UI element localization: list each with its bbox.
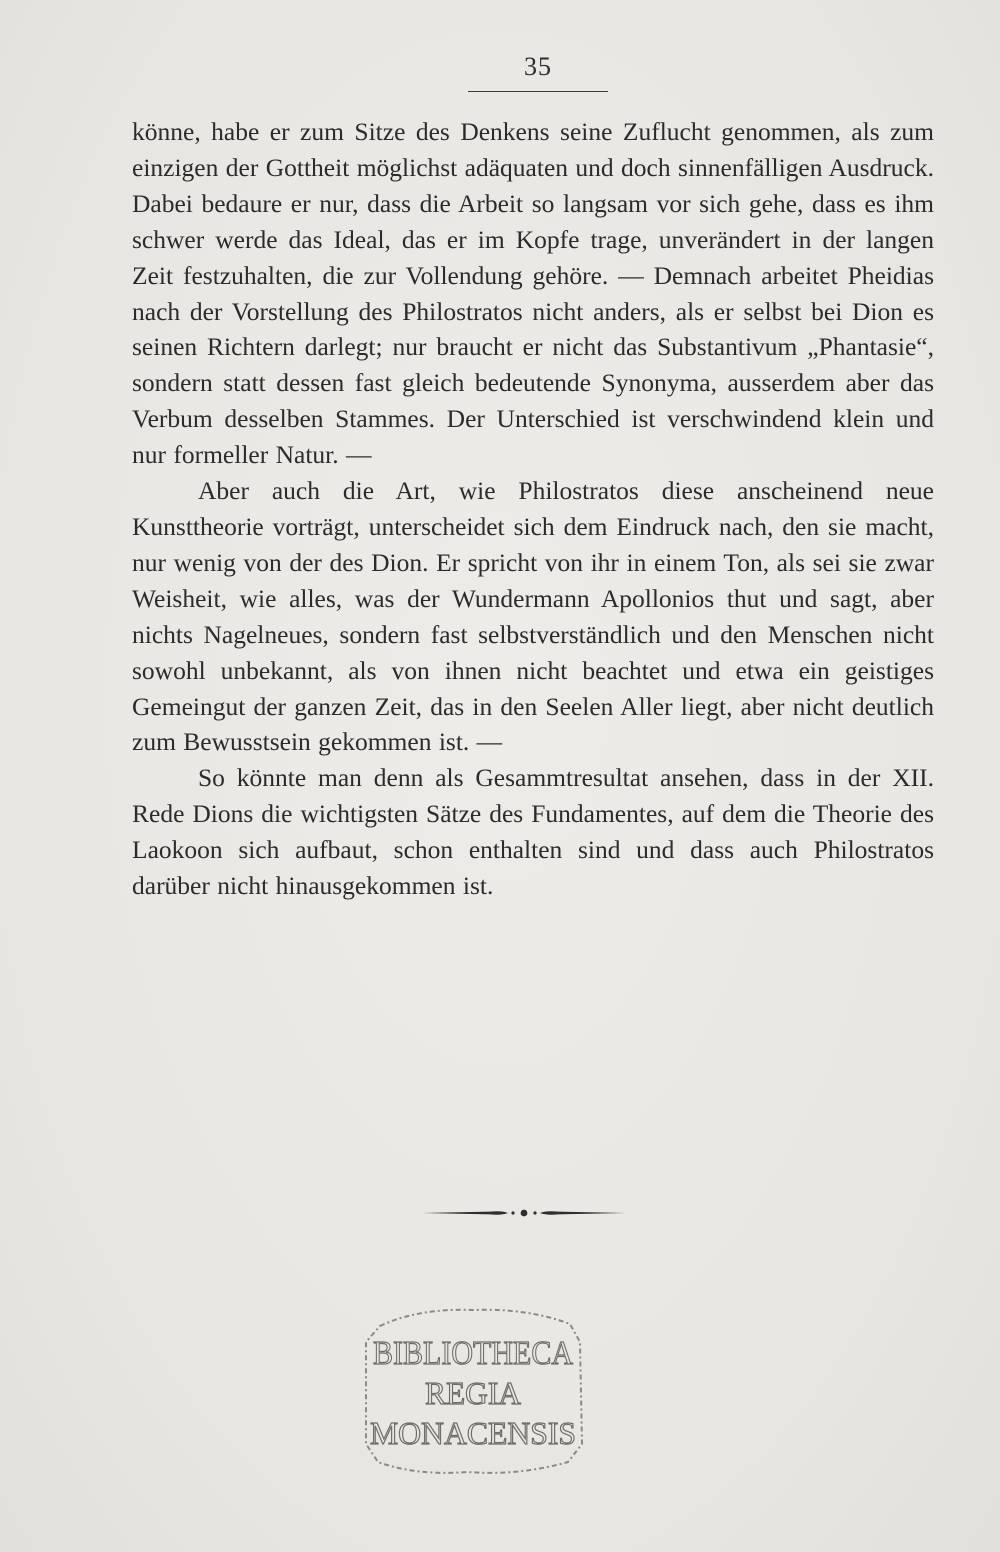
- stamp-line-3: MONACENSIS: [370, 1415, 576, 1451]
- body-text: [132, 114, 934, 904]
- paragraph-2: Aber auch die Art, wie Philostratos diese anscheinend neue Kunsttheorie vorträgt, unterscheidet sich dem Eindruck nach, den sie macht, nur wenig von der des Dion. Er spricht von ihr in einem Ton, als sei sie zwar Weisheit, wie alles, was der Wundermann Apollonios thut und sagt, aber nichts Nagelneues, sondern fast selbstverständlich und den Menschen nicht sowohl unbekannt, als von ihnen nicht beachtet und etwa ein geistiges Gemeingut der ganzen Zeit, das in den Seelen Aller liegt, aber nicht deutlich zum Bewusstsein gekommen ist. —: [132, 476, 934, 757]
- page-number: 35: [524, 52, 552, 81]
- page-number-rule: [468, 91, 608, 92]
- paragraph-1: könne, habe er zum Sitze des Denkens seine Zuflucht genommen, als zum einzigen der Gottheit möglichst adäquaten und doch sinnenfälligen Ausdruck. Dabei bedaure er nur, dass die Arbeit so langsam vor sich gehe, dass es ihm schwer werde das Ideal, das er im Kopfe trage, unverändert in der langen Zeit festzuhalten, die zur Vollendung gehöre. — Demnach arbeitet Pheidias nach der Vorstellung des Philostratos nicht anders, als er selbst bei Dion es seinen Richtern darlegt; nur braucht er nicht das Substantivum „Phantasie“, sondern statt dessen fast gleich bedeutende Synonyma, ausserdem aber das Verbum desselben Stammes. Der Unterschied ist verschwindend klein und nur formeller Natur. —: [132, 117, 934, 470]
- library-stamp-icon: [358, 1302, 588, 1478]
- fleuron-divider-icon: [420, 1203, 628, 1223]
- paragraph-3: So könnte man denn als Gesammtresultat ansehen, dass in der XII. Rede Dions die wichtigsten Sätze des Fundamentes, auf dem die Theorie des Laokoon sich aufbaut, schon enthalten sind und dass auch Philostratos darüber nicht hinausgekommen ist.: [132, 763, 934, 901]
- stamp-line-2: REGIA: [425, 1375, 521, 1411]
- stamp-line-1: BIBLIOTHECA: [373, 1335, 574, 1372]
